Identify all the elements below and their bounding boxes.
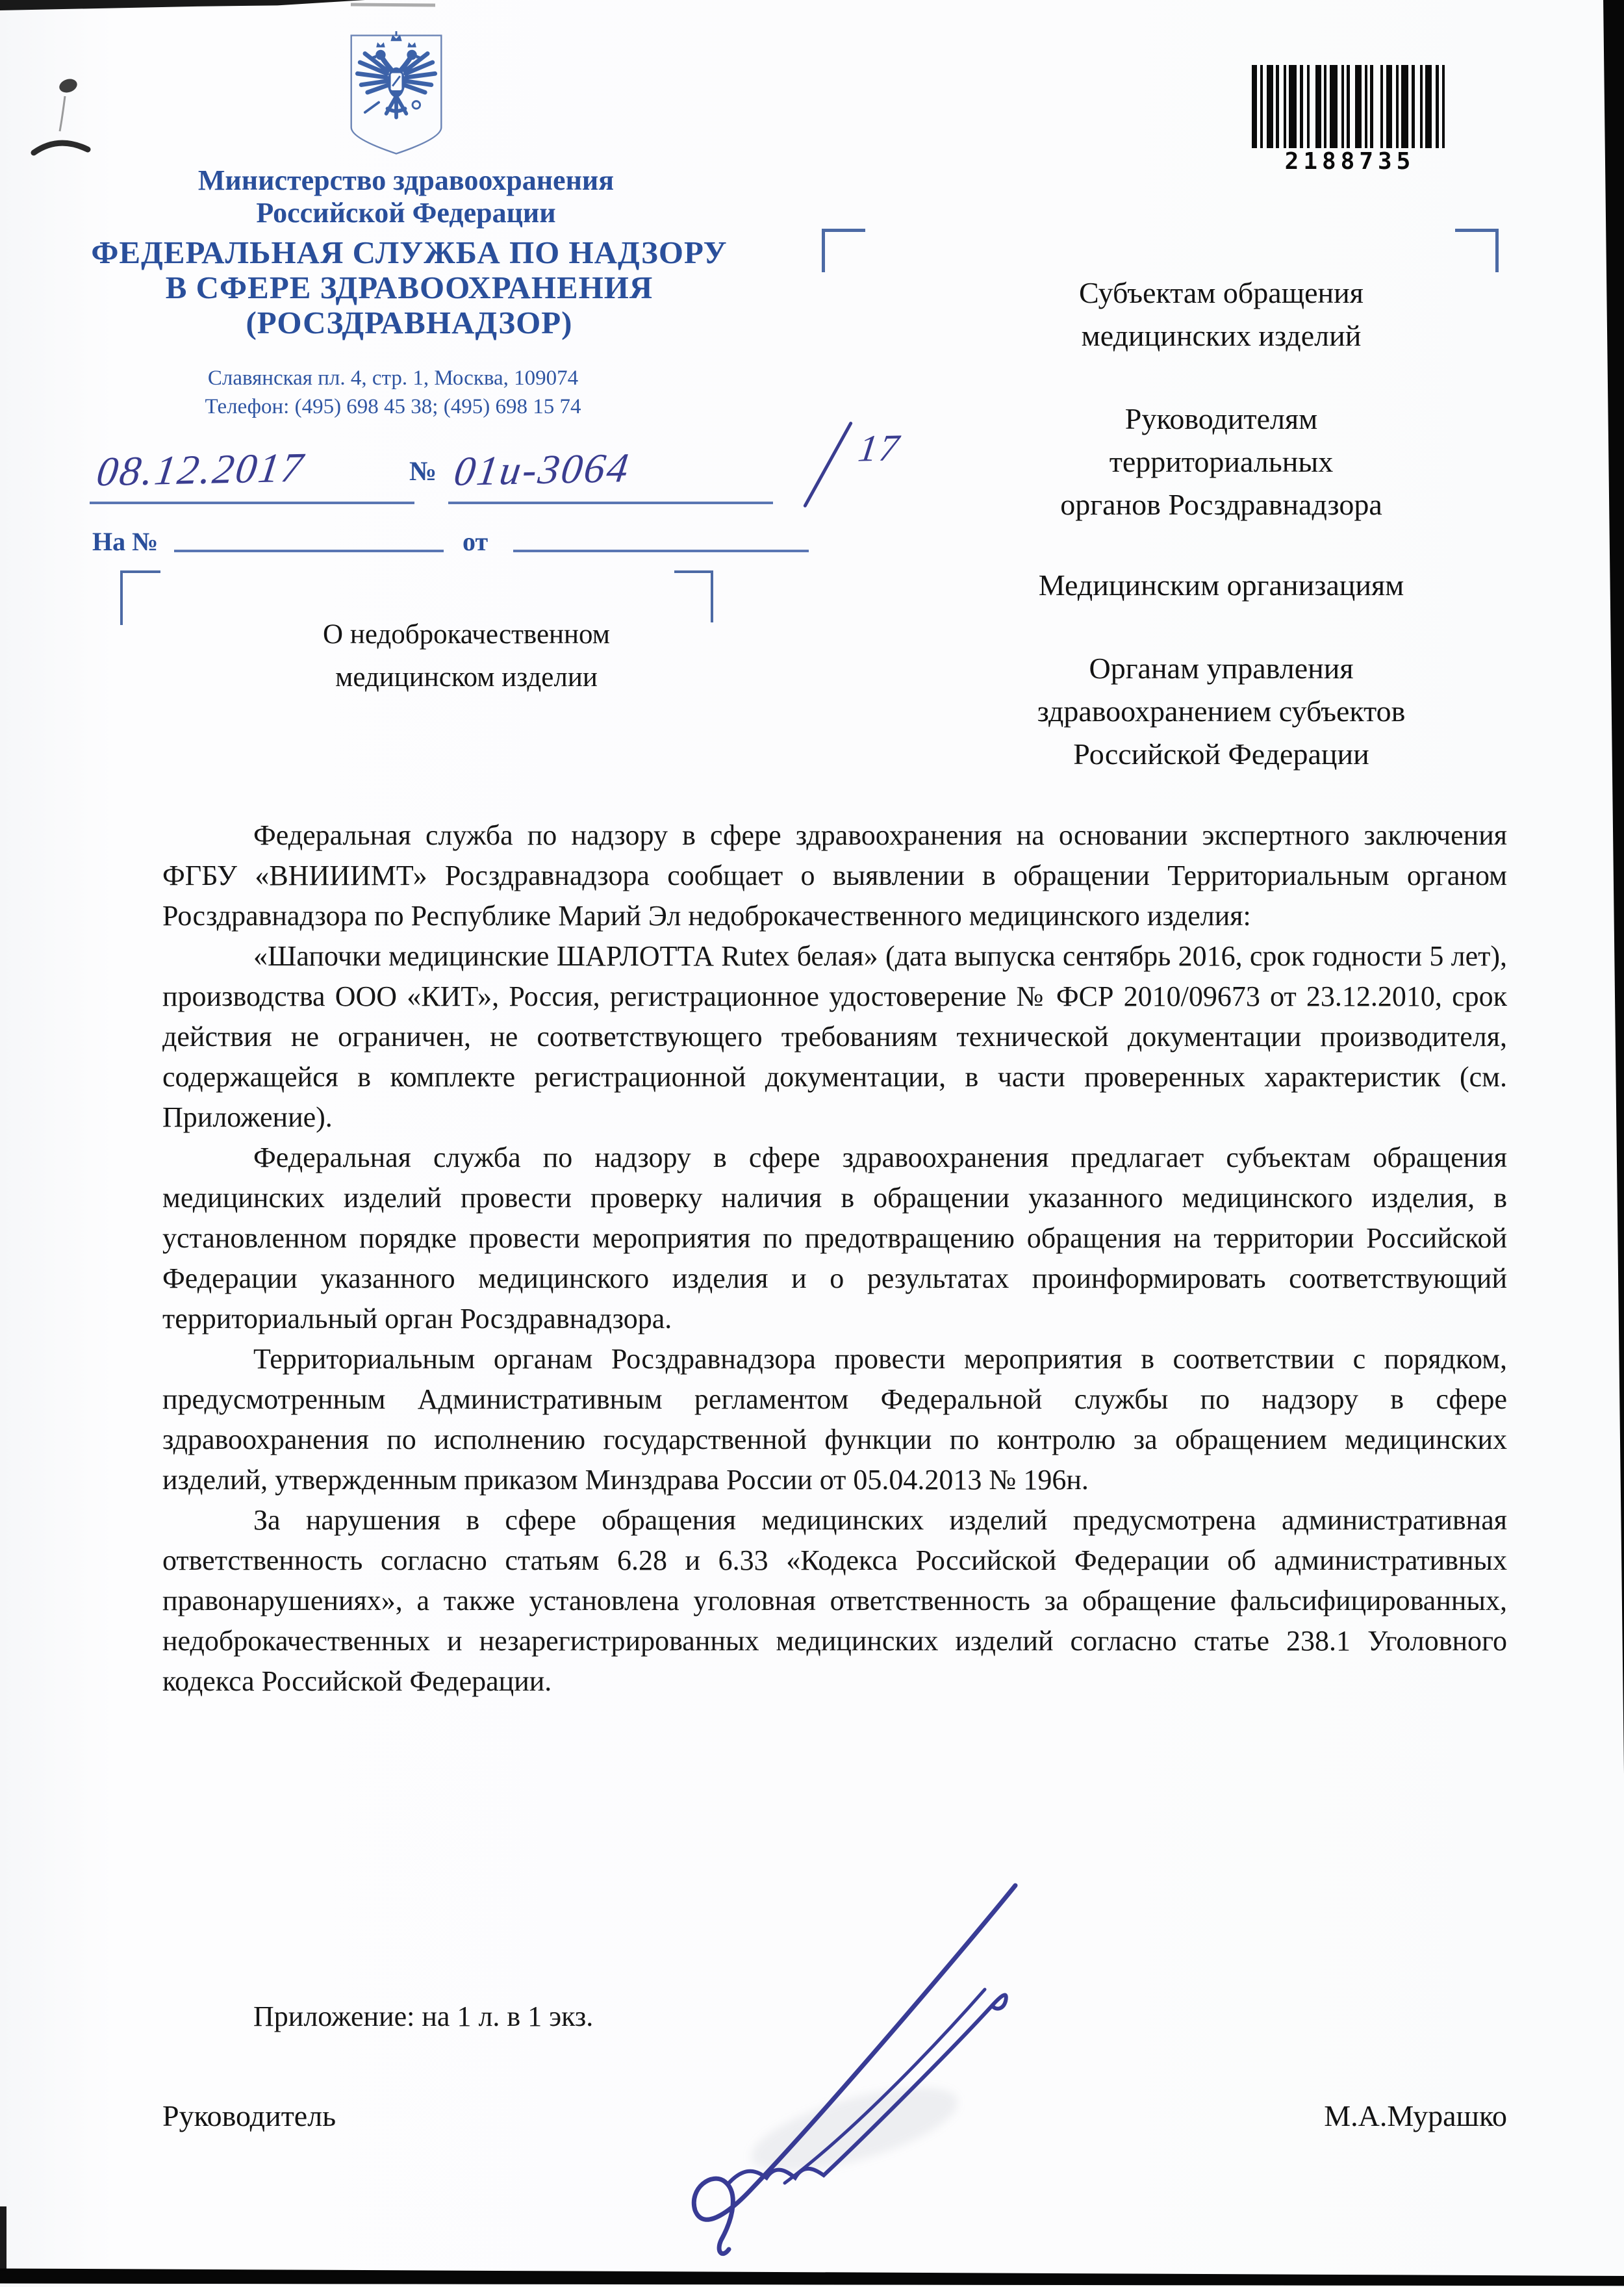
scan-artifact-top-edge: [0, 0, 365, 10]
signer-position: Руководитель: [162, 2099, 336, 2132]
recipient-group-health-authorities: [935, 647, 1507, 776]
contact-block: [58, 364, 728, 421]
recipient-line: медицинских изделий: [1081, 319, 1362, 352]
russia-coat-of-arms-icon: [346, 31, 446, 159]
barcode-bar: [1365, 65, 1367, 148]
number-underline: [448, 502, 773, 504]
recipient-corner-bracket-left: [822, 229, 865, 272]
paragraph-5: За нарушения в сфере обращения медицинских изделий предусмотрена административная ответственность согласно статьям 6.28 и 6.33 «Кодекса Российской Федерации об административных правонарушениях», а также установлена уголовная ответственность за обращение фальсифицированных, недоброкачественных и незарегистрированных медицинских изделий согласно статье 238.1 Уголовного кодекса Российской Федерации.: [162, 1504, 1507, 1697]
handwritten-number: 01и-3064: [451, 444, 633, 494]
recipient-line: органов Росздравнадзора: [1060, 488, 1382, 521]
reply-date-underline: [513, 550, 809, 552]
subject-line1: О недоброкачественном: [323, 619, 610, 650]
paragraph-2: «Шапочки медицинские ШАРЛОТТА Rutex белая» (дата выпуска сентябрь 2016, срок годности 5 лет), производства ООО «КИТ», Россия, регистрационное удостоверение № ФСР 2010/09673 от 23.12.2010, срок действия не ограничен, не соответствующего требованиям технической документации производителя, содержащейся в комплекте регистрационной документации, в части проверенных характеристик (см. Приложение).: [162, 940, 1507, 1133]
barcode-bar: [1315, 65, 1321, 148]
service-header: [55, 235, 763, 340]
barcode-bar: [1300, 65, 1303, 148]
barcode-bar: [1420, 65, 1423, 148]
address-line: Славянская пл. 4, стр. 1, Москва, 109074: [207, 366, 579, 390]
barcode-bar: [1425, 65, 1432, 148]
signer-name: М.А.Мурашко: [1324, 2099, 1507, 2132]
service-line2: В СФЕРЕ ЗДРАВООХРАНЕНИЯ: [165, 270, 653, 305]
service-line3: (РОСЗДРАВНАДЗОР): [246, 305, 573, 340]
handwritten-number-suffix: 17: [856, 426, 904, 470]
barcode-bar: [1355, 65, 1362, 148]
recipient-group-subjects: [935, 272, 1507, 357]
letter-body: [162, 815, 1507, 1702]
barcode-bar: [1401, 65, 1408, 148]
scan-artifact-top-streak: [351, 3, 435, 7]
handwritten-slash: [803, 421, 853, 508]
barcode-bar: [1252, 65, 1257, 148]
barcode-number: 2188735: [1284, 148, 1415, 175]
barcode-bar: [1347, 65, 1350, 148]
reply-number-underline: [174, 550, 444, 552]
phone-line: Телефон: (495) 698 45 38; (495) 698 15 74: [205, 395, 581, 418]
service-line1: ФЕДЕРАЛЬНАЯ СЛУЖБА ПО НАДЗОРУ: [91, 235, 728, 270]
recipient-line: здравоохранением субъектов: [1037, 695, 1406, 728]
paragraph-4: Территориальным органам Росздравнадзора провести мероприятия в соответствии с порядком, предусмотренным Административным регламентом Федеральной службы по надзору в сфере здравоохранения по исполнению государственной функции по контролю за обращением медицинских изделий, утвержденным приказом Минздрава России от 05.04.2013 № 196н.: [162, 1343, 1507, 1496]
recipient-line: Медицинским организациям: [1038, 569, 1404, 602]
barcode-bar: [1412, 65, 1415, 148]
barcode-bar: [1307, 65, 1310, 148]
ministry-line1: Министерство здравоохранения: [197, 164, 615, 196]
recipient-corner-bracket-right: [1455, 229, 1499, 272]
barcode: [1252, 65, 1448, 148]
barcode-bar: [1284, 65, 1286, 148]
date-underline: [90, 502, 414, 504]
barcode-bar: [1260, 65, 1263, 148]
handwritten-signature: [650, 1878, 1052, 2268]
subject-block: [239, 613, 694, 699]
barcode-bar: [1267, 65, 1273, 148]
barcode-bar: [1370, 65, 1373, 148]
recipient-group-heads: [935, 398, 1507, 526]
number-sign: №: [409, 457, 437, 487]
recipient-line: Органам управления: [1089, 652, 1354, 685]
paragraph-3: Федеральная служба по надзору в сфере здравоохранения предлагает субъектам обращения медицинских изделий провести проверку наличия в обращении указанного медицинского изделия, в установленном порядке провести мероприятия по предотвращению обращения на территории Российской Федерации указанного медицинского изделия и о результатах проинформировать соответствующий территориальный орган Росздравнадзора.: [162, 1142, 1507, 1335]
barcode-bar: [1386, 65, 1392, 148]
scan-artifact-left-edge: [0, 2206, 6, 2271]
reply-from-label: от: [463, 527, 488, 556]
barcode-bar: [1324, 65, 1326, 148]
scan-artifact-right-edge: [1599, 0, 1624, 1774]
barcode-bar: [1436, 65, 1439, 148]
barcode-bar: [1380, 65, 1383, 148]
ministry-header: [58, 164, 754, 229]
handwritten-date: 08.12.2017: [94, 444, 308, 495]
recipient-line: Руководителям: [1124, 402, 1318, 435]
reply-to-label: На №: [92, 527, 159, 556]
recipient-line: территориальных: [1109, 445, 1334, 478]
subject-corner-bracket-left: [120, 570, 160, 625]
barcode-bar: [1330, 65, 1338, 148]
recipient-line: Субъектам обращения: [1079, 276, 1364, 309]
barcode-bar: [1276, 65, 1279, 148]
barcode-bar: [1396, 65, 1399, 148]
paragraph-1: Федеральная служба по надзору в сфере здравоохранения на основании экспертного заключения ФГБУ «ВНИИИМТ» Росздравнадзора сообщает о выявлении в обращении Территориальным органом Росздравнадзора по Республике Марий Эл недоброкачественного медицинского изделия:: [162, 819, 1507, 932]
barcode-bar: [1341, 65, 1344, 148]
subject-line2: медицинском изделии: [335, 662, 598, 693]
ministry-line2: Российской Федерации: [256, 197, 556, 229]
barcode-bar: [1442, 65, 1445, 148]
recipient-line: Российской Федерации: [1073, 737, 1369, 771]
recipient-group-medical-orgs: [935, 564, 1507, 607]
attachment-note: Приложение: на 1 л. в 1 экз.: [253, 2000, 594, 2032]
scan-artifact-bottom-edge: [0, 2265, 1624, 2287]
barcode-bar: [1289, 65, 1297, 148]
